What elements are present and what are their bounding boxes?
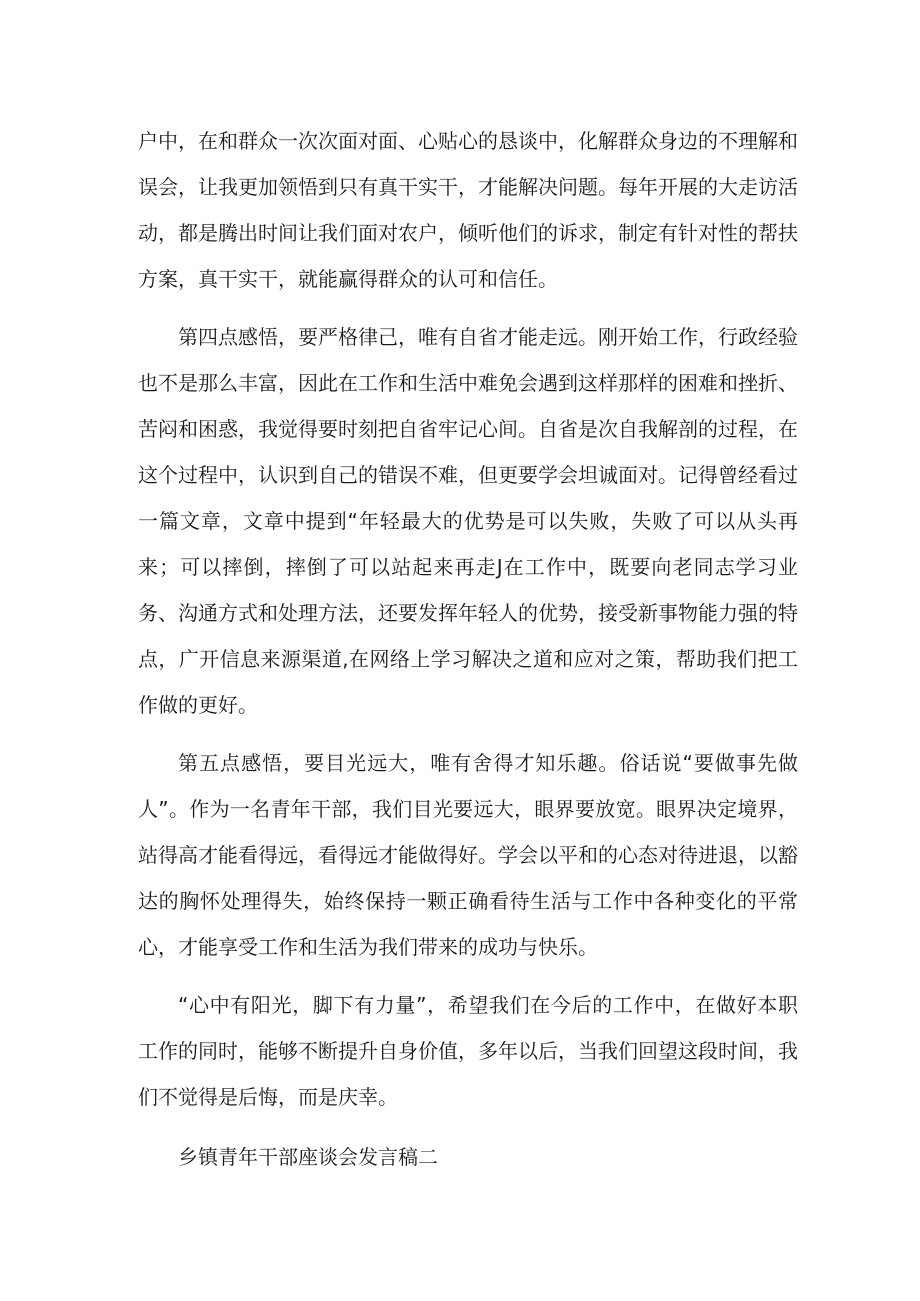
section-heading: 乡镇青年干部座谈会发言稿二	[178, 1145, 438, 1169]
paragraph-fourth-insight: 第四点感悟，要严格律己，唯有自省才能走远。刚开始工作，行政经验也不是那么丰富，因此在工作和生活中难免会遇到这样那样的困难和挫折、苦闷和困惑，我觉得要时刻把自省牢记心间。自省是次自我解剖的过程，在这个过程中，认识到自己的错误不难，但更要学会坦诚面对。记得曾经看过一篇文章，文章中提到“年轻最大的优势是可以失败，失败了可以从头再来；可以摔倒，摔倒了可以站起来再走J在工作中，既要向老同志学习业务、沟通方式和处理方法，还要发挥年轻人的优势，接受新事物能力强的特点，广开信息来源渠道,在网络上学习解决之道和应对之策，帮助我们把工作做的更好。	[138, 325, 798, 717]
paragraph-fifth-insight: 第五点感悟，要目光远大，唯有舍得才知乐趣。俗话说“要做事先做人”。作为一名青年干部，我们目光要远大，眼界要放宽。眼界决定境界，站得高才能看得远，看得远才能做得好。学会以平和的心态对待进退，以豁达的胸怀处理得失，始终保持一颗正确看待生活与工作中各种变化的平常心，才能享受工作和生活为我们带来的成功与快乐。	[138, 751, 798, 959]
paragraph-closing: “心中有阳光，脚下有力量”，希望我们在今后的工作中，在做好本职工作的同时，能够不断提升自身价值，多年以后，当我们回望这段时间，我们不觉得是后悔，而是庆幸。	[138, 993, 798, 1109]
paragraph-continuation: 户中，在和群众一次次面对面、心贴心的恳谈中，化解群众身边的不理解和误会，让我更加领悟到只有真干实干，才能解决问题。每年开展的大走访活动，都是腾出时间让我们面对农户，倾听他们的诉求，制定有针对性的帮扶方案，真干实干，就能赢得群众的认可和信任。	[138, 129, 798, 291]
document-body	[138, 118, 798, 1192]
